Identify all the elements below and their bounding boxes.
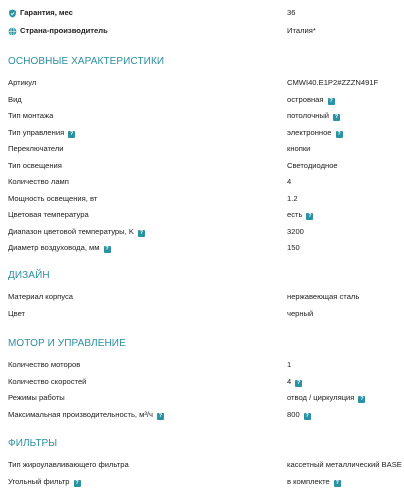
spec-label-text: Угольный фильтр [8, 476, 70, 486]
spec-label [8, 289, 73, 306]
section-title-main-specs: ОСНОВНЫЕ ХАРАКТЕРИСТИКИ [8, 56, 165, 67]
spec-value [287, 306, 313, 323]
section-main-specs [8, 75, 398, 257]
spec-label [8, 407, 164, 424]
spec-label-text: Количество скоростей [8, 376, 87, 386]
spec-value: 36 [287, 8, 296, 17]
spec-label-text: Режимы работы [8, 393, 65, 402]
spec-value-text: 150 [287, 243, 300, 252]
spec-row [8, 224, 398, 241]
spec-label [8, 158, 62, 175]
help-icon[interactable]: ? [70, 130, 74, 137]
help-icon[interactable]: ? [335, 479, 339, 486]
section-filters [8, 457, 402, 490]
spec-label [8, 390, 65, 407]
spec-value [287, 158, 338, 175]
spec-label [8, 240, 111, 257]
spec-row-country [8, 23, 398, 40]
spec-value-text: 4 [287, 177, 292, 186]
spec-label-text: Количество ламп [8, 177, 69, 186]
spec-value [287, 108, 340, 125]
help-icon[interactable]: ? [158, 412, 163, 419]
spec-value-text: кассетный металлический BASE [287, 460, 402, 469]
spec-label-text: Мощность освещения, вт [8, 193, 98, 203]
help-icon[interactable]: ? [337, 130, 341, 137]
section-title-design: ДИЗАЙН [8, 270, 50, 281]
section-title-motor: МОТОР И УПРАВЛЕНИЕ [8, 338, 126, 349]
spec-row [8, 240, 398, 257]
spec-label-text: Вид [8, 94, 22, 104]
spec-value [287, 240, 300, 257]
help-icon[interactable]: ? [308, 213, 312, 219]
help-icon[interactable]: ? [334, 114, 339, 120]
spec-row [8, 75, 398, 92]
spec-row [8, 108, 398, 125]
spec-value: Италия* [287, 26, 316, 35]
spec-value-text: 4 [287, 376, 292, 386]
spec-value-text: есть [287, 210, 303, 219]
help-icon[interactable]: ? [139, 229, 144, 236]
spec-label [8, 306, 25, 323]
spec-row [8, 158, 398, 175]
spec-value [287, 191, 298, 208]
spec-label [8, 357, 80, 374]
spec-label [8, 224, 145, 241]
spec-value-text: 1 [287, 360, 292, 369]
section-design [8, 289, 398, 322]
spec-label [8, 108, 53, 125]
help-icon[interactable]: ? [305, 412, 309, 419]
spec-row [8, 141, 398, 158]
spec-row [8, 357, 398, 374]
spec-label-text: Артикул [8, 78, 37, 87]
spec-row-warranty [8, 5, 398, 22]
spec-value-text: 800 [287, 409, 300, 419]
spec-label-text: Тип управления [8, 127, 65, 137]
spec-label: Страна-производитель [20, 26, 108, 35]
spec-value [287, 75, 378, 92]
spec-row [8, 457, 402, 474]
spec-value-text: 1.2 [287, 193, 298, 203]
help-icon[interactable]: ? [297, 379, 301, 386]
spec-row [8, 191, 398, 208]
help-icon[interactable]: ? [360, 396, 364, 402]
spec-label [8, 174, 69, 191]
spec-value [287, 174, 291, 191]
spec-value [287, 92, 335, 109]
spec-label [8, 457, 129, 474]
spec-row [8, 474, 398, 491]
spec-label-text: Количество моторов [8, 360, 81, 369]
spec-value [287, 125, 343, 142]
spec-value-text: CMWI40.E1P2#ZZZN491F [287, 78, 379, 87]
spec-label-text: Цветовая температура [8, 210, 89, 219]
spec-label-text: Диапазон цветовой температуры, K [8, 226, 134, 236]
spec-value [287, 457, 402, 474]
spec-row [8, 289, 398, 306]
spec-row [8, 174, 398, 191]
spec-value-text: в комплекте [287, 476, 330, 486]
help-icon[interactable]: ? [75, 479, 79, 486]
spec-row [8, 407, 398, 424]
spec-row [8, 92, 398, 109]
spec-value [287, 207, 313, 224]
spec-row [8, 125, 398, 142]
spec-value-text: отвод / циркуляция [287, 393, 355, 402]
spec-label-text: Тип монтажа [8, 111, 54, 120]
spec-row [8, 374, 398, 391]
help-icon[interactable]: ? [329, 97, 333, 104]
spec-label-text: Максимальная производительность, м³/ч [8, 409, 153, 419]
spec-row [8, 390, 398, 407]
spec-label-text: Диаметр воздуховода, мм [8, 243, 100, 252]
spec-value [287, 390, 365, 407]
spec-value-text: черный [287, 308, 314, 318]
spec-value [287, 407, 311, 424]
spec-label [8, 374, 86, 391]
spec-value [287, 474, 341, 491]
spec-value-text: нержавеющая сталь [287, 292, 360, 301]
spec-row [8, 207, 398, 224]
spec-label [8, 92, 22, 109]
spec-value [287, 141, 310, 158]
spec-label: Гарантия, мес [20, 8, 73, 17]
spec-value [287, 289, 359, 306]
spec-label-text: Материал корпуса [8, 292, 74, 301]
spec-value-text: кнопки [287, 144, 311, 153]
spec-label [8, 474, 81, 491]
spec-label [8, 141, 64, 158]
spec-label [8, 191, 97, 208]
spec-value-text: потолочный [287, 111, 330, 120]
spec-value-text: Светодиодное [287, 160, 338, 170]
spec-value [287, 374, 302, 391]
section-motor [8, 357, 398, 423]
spec-label [8, 125, 75, 142]
help-icon[interactable]: ? [105, 246, 109, 252]
spec-label [8, 75, 36, 92]
spec-label [8, 207, 89, 224]
spec-label-text: Тип освещения [8, 160, 62, 170]
spec-value [287, 357, 291, 374]
spec-value [287, 224, 304, 241]
spec-label-text: Тип жироулавливающего фильтра [8, 460, 129, 469]
section-title-filters: ФИЛЬТРЫ [8, 438, 58, 449]
spec-value-text: электронное [287, 127, 332, 137]
spec-value-text: 3200 [287, 226, 304, 236]
spec-row [8, 306, 398, 323]
spec-label-text: Цвет [8, 308, 26, 318]
spec-label-text: Переключатели [8, 144, 64, 153]
spec-value-text: островная [287, 94, 324, 104]
